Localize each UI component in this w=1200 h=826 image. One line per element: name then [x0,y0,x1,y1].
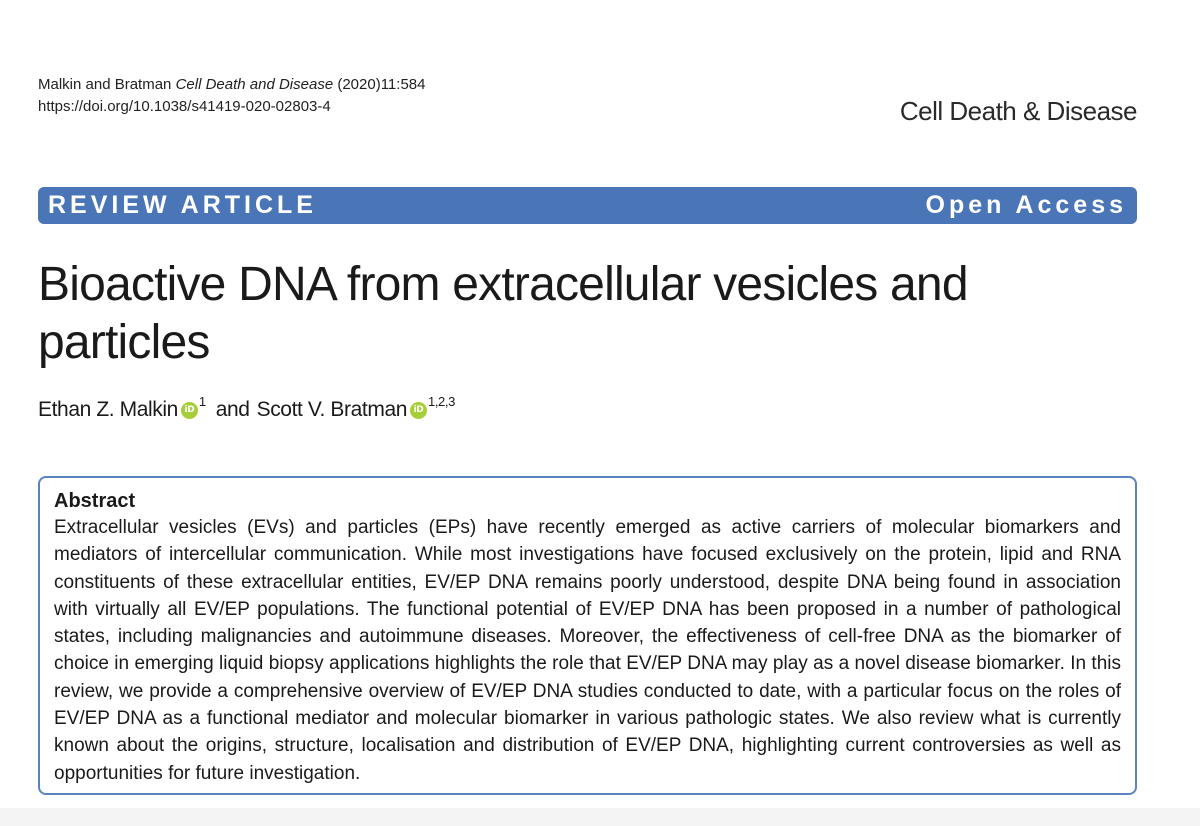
citation-authors: Malkin and Bratman [38,76,172,93]
article-title: Bioactive DNA from extracellular vesicles and particles [38,258,968,369]
author-joiner: and [215,398,250,421]
orcid-icon[interactable]: iD [181,402,198,419]
abstract-box [38,476,1137,795]
author-name: Ethan Z. Malkin [38,398,178,421]
page-bottom-strip [0,808,1200,826]
citation-journal: Cell Death and Disease [175,76,334,93]
author-list [38,393,455,422]
citation-line [38,74,425,96]
article-type-label: REVIEW ARTICLE [48,191,317,219]
open-access-label: Open Access [925,191,1127,219]
abstract-heading: Abstract [54,490,136,512]
citation-block [38,74,425,118]
citation-volume: (2020)11:584 [337,76,426,93]
orcid-icon[interactable]: iD [410,402,427,419]
doi-link[interactable]: https://doi.org/10.1038/s41419-020-02803-4 [38,98,331,115]
author-name: Scott V. Bratman [256,398,407,421]
author-affiliation: 1,2,3 [428,393,455,409]
article-type-banner [38,187,1137,224]
journal-brand: Cell Death & Disease [899,96,1137,126]
author-affiliation: 1 [198,393,206,409]
abstract-text: Extracellular vesicles (EVs) and particles (EPs) have recently emerged as active carriers of molecular biomarkers and mediators of intercellular communication. While most investigations have focused exclusively on the protein, lipid and RNA constituents of these extracellular entities, EV/EP DNA remains poorly understood, despite DNA being found in association with virtually all EV/EP populations. The functional potential of EV/EP DNA has been proposed in a number of pathological states, including malignancies and autoimmune diseases. Moreover, the effectiveness of cell-free DNA as the biomarker of choice in emerging liquid biopsy applications highlights the role that EV/EP DNA may play as a novel disease biomarker. In this review, we provide a comprehensive overview of EV/EP DNA studies conducted to date, with a particular focus on the roles of EV/EP DNA as a functional mediator and molecular biomarker in various pathologic states. We also review what is currently known about the origins, structure, localisation and distribution of EV/EP DNA, highlighting current controversies as well as opportunities for future investigation. [54,517,1121,784]
